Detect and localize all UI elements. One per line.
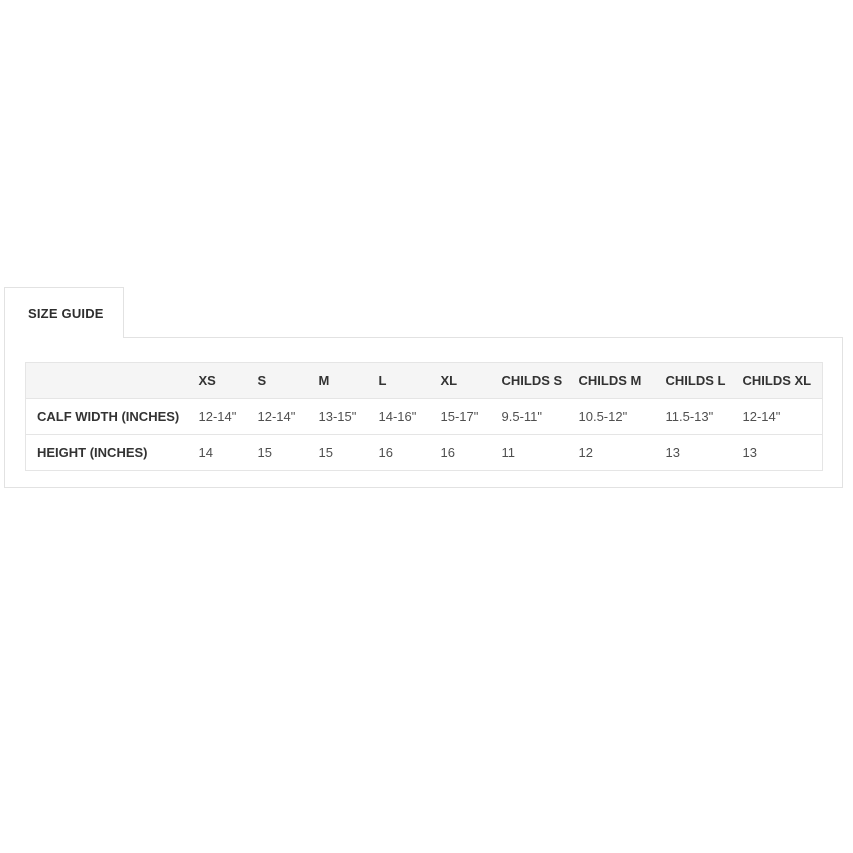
row-label-height: HEIGHT (INCHES) (26, 435, 188, 471)
column-header-childs-m: CHILDS M (568, 363, 655, 399)
cell-calf-width-xs: 12-14" (198, 409, 237, 424)
column-header-childs-xl: CHILDS XL (732, 363, 823, 399)
cell-height-childs-m: 12 (568, 435, 655, 471)
column-header-xl: XL (430, 363, 491, 399)
table-header-row (26, 363, 823, 399)
cell-height-m: 15 (308, 435, 368, 471)
cell-calf-width-childs-l: 11.5-13" (665, 409, 714, 424)
cell-calf-width-childs-m: 10.5-12" (578, 409, 628, 424)
cell-calf-width-childs-xl: 12-14" (742, 409, 781, 424)
table-row-height (26, 435, 823, 471)
cell-height-xs: 14 (188, 435, 247, 471)
column-header-blank (26, 363, 188, 399)
cell-height-l: 16 (368, 435, 430, 471)
cell-calf-width-s: 12-14" (257, 409, 296, 424)
column-header-l: L (368, 363, 430, 399)
cell-height-xl: 16 (430, 435, 491, 471)
column-header-s: S (247, 363, 308, 399)
cell-calf-width-childs-s: 9.5-11" (501, 409, 543, 424)
cell-height-childs-s: 11 (491, 435, 568, 471)
cell-height-childs-l: 13 (655, 435, 732, 471)
column-header-m: M (308, 363, 368, 399)
cell-calf-width-xl: 15-17" (440, 409, 479, 424)
tab-size-guide-label: SIZE GUIDE (28, 305, 104, 321)
cell-calf-width-l: 14-16" (378, 409, 417, 424)
column-header-childs-s: CHILDS S (491, 363, 568, 399)
cell-height-s: 15 (247, 435, 308, 471)
table-row-calf-width (26, 399, 823, 435)
column-header-childs-l: CHILDS L (655, 363, 732, 399)
size-guide-table (25, 362, 823, 471)
cell-height-childs-xl: 13 (732, 435, 823, 471)
row-label-calf-width: CALF WIDTH (INCHES) (37, 409, 180, 424)
column-header-xs: XS (188, 363, 247, 399)
tab-size-guide[interactable] (4, 287, 124, 338)
cell-calf-width-m: 13-15" (318, 409, 357, 424)
